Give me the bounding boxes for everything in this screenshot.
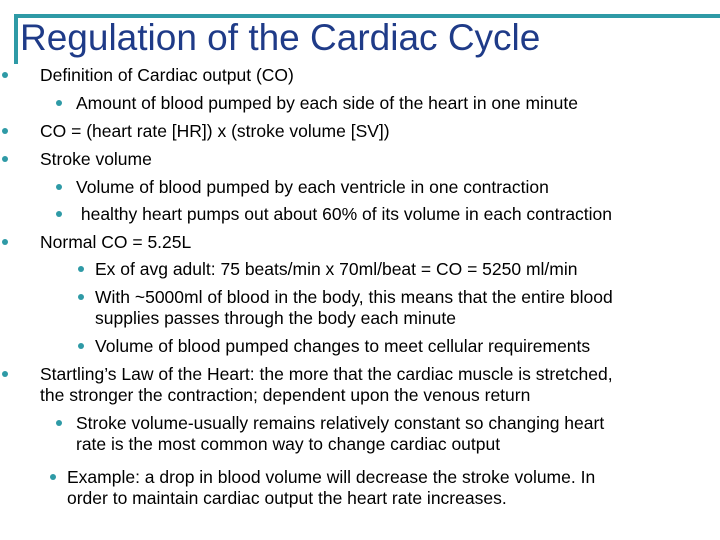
bullet-blood-in-body: With ~5000ml of blood in the body, this means that the entire blood <box>95 287 613 307</box>
bullet-volume-per-ventricle: Volume of blood pumped by each ventricle in one contraction <box>76 177 549 197</box>
bullet-icon <box>2 371 8 377</box>
bullet-stroke-volume-constant: Stroke volume-usually remains relatively constant so changing heart <box>76 413 605 433</box>
bullet-stroke-volume: Stroke volume <box>40 149 152 169</box>
bullet-volume-changes: Volume of blood pumped changes to meet cellular requirements <box>95 336 591 356</box>
bullet-icon <box>50 474 56 480</box>
bullet-startling-law-cont: the stronger the contraction; dependent upon the venous return <box>40 385 531 405</box>
bullet-healthy-heart: healthy heart pumps out about 60% of its volume in each contraction <box>76 204 613 224</box>
bullet-example-blood-drop: Example: a drop in blood volume will decrease the stroke volume. In <box>67 467 596 487</box>
bullet-icon <box>2 128 8 134</box>
bullet-avg-adult-example: Ex of avg adult: 75 beats/min x 70ml/beat = CO = 5250 ml/min <box>95 259 578 279</box>
bullet-definition-co: Definition of Cardiac output (CO) <box>40 65 294 85</box>
bullet-startling-law: Startling’s Law of the Heart: the more that the cardiac muscle is stretched, <box>40 364 613 384</box>
bullet-example-blood-drop-cont: order to maintain cardiac output the heart rate increases. <box>67 488 507 508</box>
bullet-icon <box>78 266 84 272</box>
bullet-icon <box>2 156 8 162</box>
bullet-icon <box>56 100 62 106</box>
bullet-icon <box>2 239 8 245</box>
bullet-icon <box>78 343 84 349</box>
bullet-amount-blood: Amount of blood pumped by each side of the heart in one minute <box>76 93 578 113</box>
bullet-icon <box>56 184 62 190</box>
bullet-icon <box>56 211 62 217</box>
bullet-co-formula: CO = (heart rate [HR]) x (stroke volume [SV]) <box>40 121 390 141</box>
bullet-normal-co: Normal CO = 5.25L <box>40 232 192 252</box>
bullet-icon <box>78 294 84 300</box>
bullet-blood-in-body-cont: supplies passes through the body each minute <box>95 308 456 328</box>
left-accent-bar <box>14 14 18 64</box>
bullet-icon <box>56 420 62 426</box>
bullet-stroke-volume-constant-cont: rate is the most common way to change cardiac output <box>76 434 501 454</box>
bullet-icon <box>2 72 8 78</box>
slide-title: Regulation of the Cardiac Cycle <box>20 17 541 58</box>
